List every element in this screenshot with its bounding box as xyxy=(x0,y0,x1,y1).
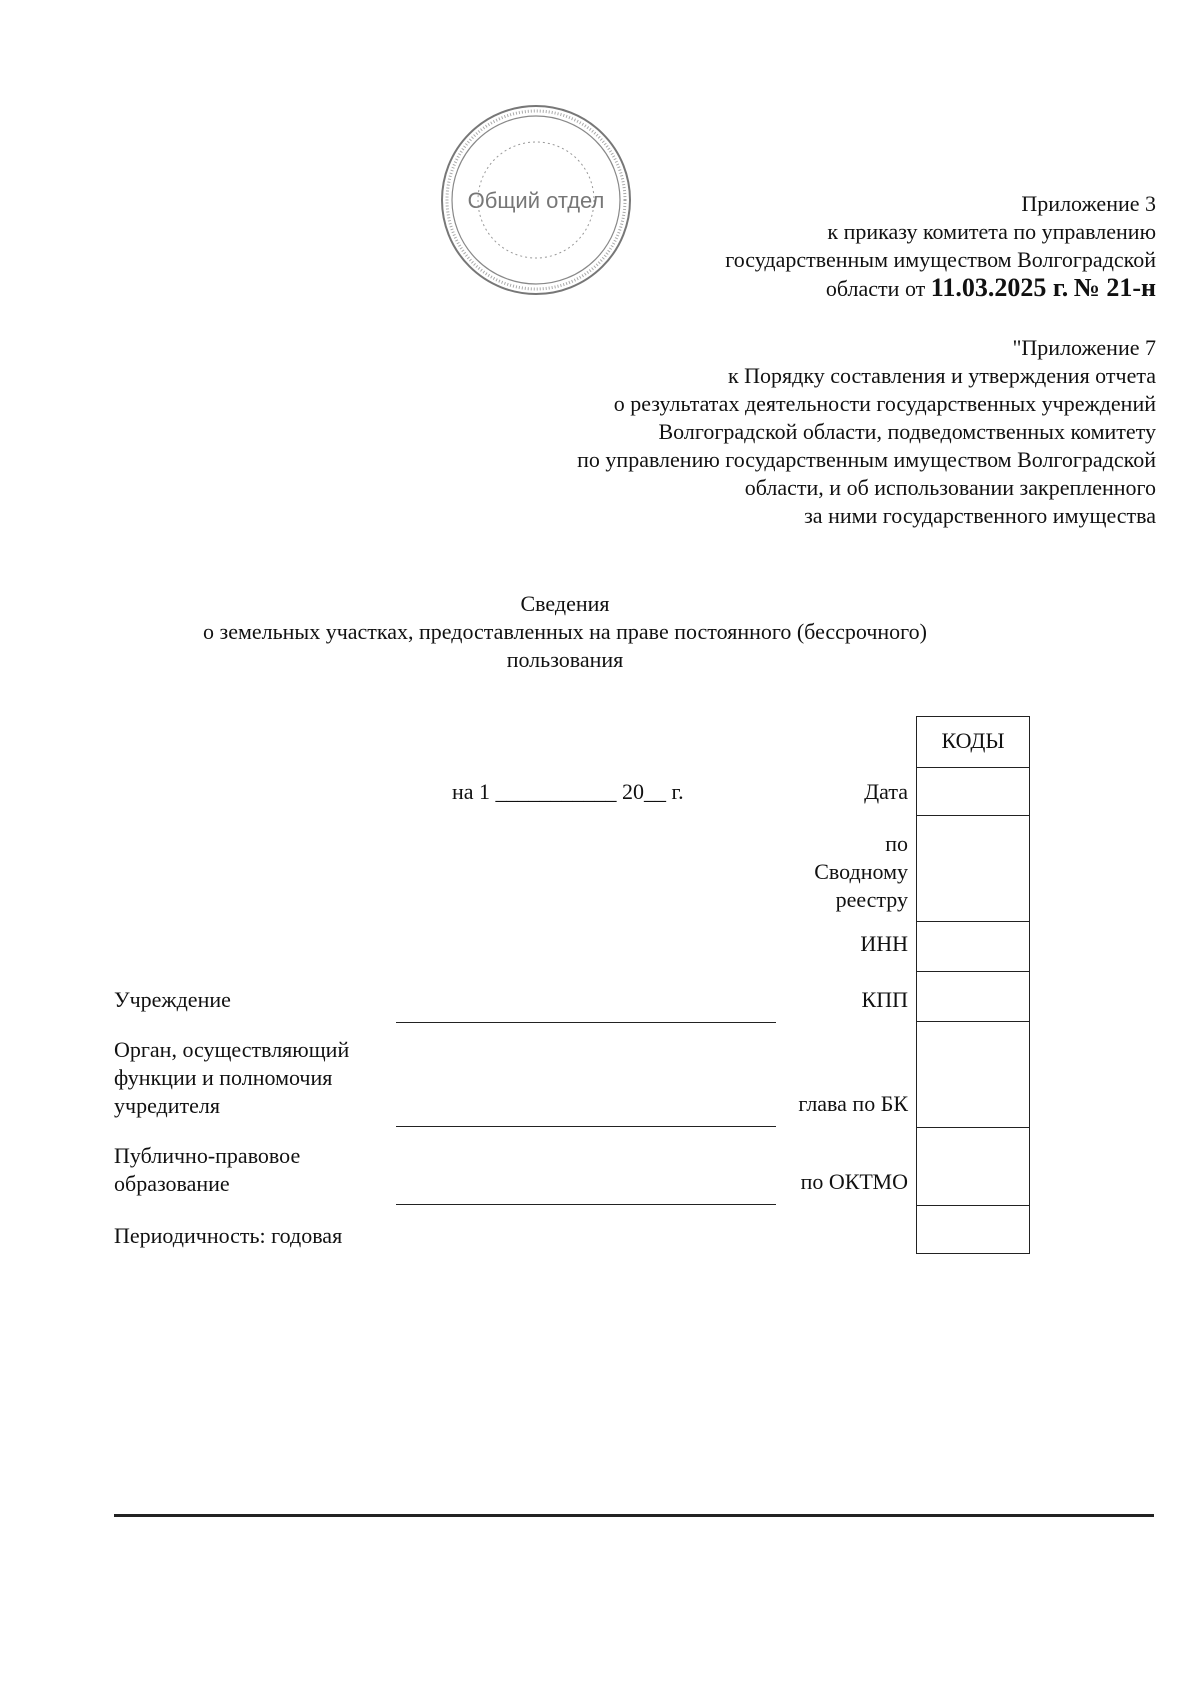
registry-label-line-1: по xyxy=(885,831,908,856)
document-title xyxy=(130,590,1000,674)
appendix-7-line-7: за ними государственного имущества xyxy=(804,503,1156,528)
appendix-7-line-5: по управлению государственным имуществом Волгоградской xyxy=(577,447,1156,472)
appendix-3-line-4 xyxy=(596,274,1156,303)
appendix-7-line-6: области, и об использовании закрепленного xyxy=(744,475,1156,500)
oktmo-label: по ОКТМО xyxy=(800,1169,908,1194)
appendix-7-line-3: о результатах деятельности государственных учреждений xyxy=(613,391,1156,416)
report-date-line: на 1 ___________ 20__ г. xyxy=(452,779,684,804)
codes-table xyxy=(916,716,1030,1254)
public-entity-label-line-1: Публично-правовое xyxy=(114,1143,301,1168)
code-oktmo-cell[interactable] xyxy=(917,1127,1029,1205)
periodicity-label: Периодичность: годовая xyxy=(114,1223,343,1248)
inn-label: ИНН xyxy=(860,931,908,956)
institution-label: Учреждение xyxy=(114,987,231,1012)
code-extra-cell[interactable] xyxy=(917,1205,1029,1253)
appendix-7-line-4: Волгоградской области, подведомственных комитету xyxy=(658,419,1156,444)
appendix-3-line-3: государственным имуществом Волгоградской xyxy=(725,247,1156,272)
code-bk-cell[interactable] xyxy=(917,1021,1029,1127)
public-entity-fill-line[interactable] xyxy=(396,1204,776,1205)
code-date-cell[interactable] xyxy=(917,767,1029,815)
appendix-7-block xyxy=(436,334,1156,530)
title-line-1: Сведения xyxy=(520,591,610,616)
code-registry-cell[interactable] xyxy=(917,815,1029,921)
bottom-rule xyxy=(114,1514,1154,1517)
bk-label: глава по БК xyxy=(798,1091,908,1116)
order-date: 11.03.2025 г. xyxy=(930,273,1069,302)
title-line-2: о земельных участках, предоставленных на праве постоянного (бессрочного) xyxy=(203,619,927,644)
appendix-7-title: "Приложение 7 xyxy=(1012,335,1156,360)
founder-label xyxy=(114,1036,349,1120)
code-kpp-cell[interactable] xyxy=(917,971,1029,1021)
founder-label-line-1: Орган, осуществляющий xyxy=(114,1037,350,1062)
registry-label-line-3: реестру xyxy=(835,887,908,912)
appendix-3-block xyxy=(596,190,1156,303)
date-label: Дата xyxy=(864,779,908,804)
appendix-3-prefix: области от xyxy=(825,276,926,301)
title-line-3: пользования xyxy=(506,647,624,672)
stamp-text: Общий отдел xyxy=(467,188,605,213)
founder-label-line-2: функции и полномочия xyxy=(114,1065,333,1090)
institution-fill-line[interactable] xyxy=(396,1022,776,1023)
order-number: № 21-н xyxy=(1073,273,1156,302)
founder-fill-line[interactable] xyxy=(396,1126,776,1127)
codes-header: КОДЫ xyxy=(941,728,1005,753)
appendix-3-title: Приложение 3 xyxy=(1021,191,1156,216)
registry-label xyxy=(814,830,908,914)
appendix-7-line-2: к Порядку составления и утверждения отчета xyxy=(727,363,1156,388)
kpp-label: КПП xyxy=(861,987,908,1012)
registry-label-line-2: Сводному xyxy=(814,859,908,884)
appendix-3-line-2: к приказу комитета по управлению xyxy=(827,219,1156,244)
founder-label-line-3: учредителя xyxy=(114,1093,220,1118)
public-entity-label xyxy=(114,1142,300,1198)
code-inn-cell[interactable] xyxy=(917,921,1029,971)
public-entity-label-line-2: образование xyxy=(114,1171,230,1196)
